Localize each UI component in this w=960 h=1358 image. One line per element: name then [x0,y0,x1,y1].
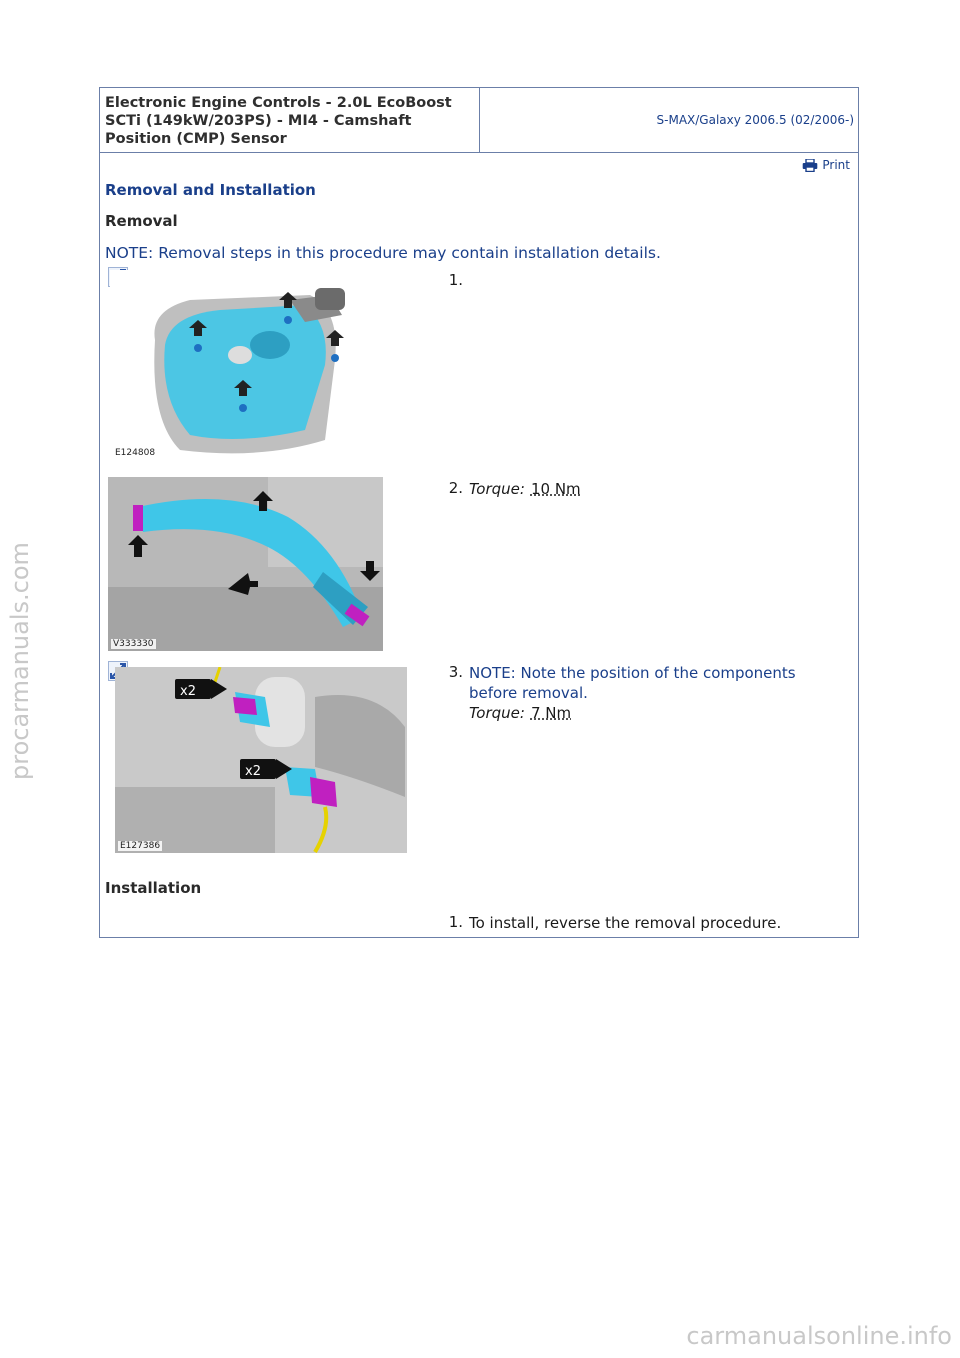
vehicle-model: S-MAX/Galaxy 2006.5 (02/2006-) [656,113,854,127]
section-title: Removal and Installation [105,181,316,199]
step-body: To install, reverse the removal procedure. [469,914,782,932]
figure-code: E127386 [120,841,161,851]
step-body [469,479,849,499]
callout-x2: x2 [245,764,261,779]
installation-heading: Installation [105,879,202,897]
step-body [469,663,849,723]
title-line-1: Electronic Engine Controls - 2.0L EcoBoost [105,95,452,111]
figure-step-3 [115,667,407,853]
bottom-watermark: carmanualsonline.info [686,1322,952,1350]
cmp-sensor-connectors-illustration [115,667,407,853]
title-line-2: SCTi (149kW/203PS) - MI4 - Camshaft [105,113,412,129]
header-divider [479,88,480,152]
torque-label: Torque: [469,480,525,498]
step-number: 3. [448,663,463,681]
title-line-3: Position (CMP) Sensor [105,131,287,147]
step-number: 2. [448,479,463,497]
figure-code: E124808 [115,448,156,458]
figure-step-2 [108,477,383,651]
callout-x2: x2 [180,684,196,699]
torque-value: 10 Nm [530,480,581,498]
print-label: Print [822,158,850,172]
removal-heading: Removal [105,212,178,230]
document-title [105,94,477,148]
step-number: 1. [448,271,463,289]
step-number: 1. [448,913,463,931]
figure-code: V333330 [113,639,154,649]
torque-value: 7 Nm [530,704,572,722]
document-frame [99,87,859,938]
printer-icon [802,159,818,172]
engine-intake-illustration [110,270,350,460]
side-watermark: procarmanuals.com [6,542,34,780]
figure-step-1 [110,270,350,460]
removal-note: NOTE: Removal steps in this procedure may contain installation details. [105,244,661,262]
print-button[interactable] [802,158,850,172]
document-header [100,88,858,153]
air-intake-pipe-illustration [108,477,383,651]
torque-label: Torque: [469,704,525,722]
step-note-line-2: before removal. [469,684,588,702]
step-note-line-1: NOTE: Note the position of the components [469,664,796,682]
